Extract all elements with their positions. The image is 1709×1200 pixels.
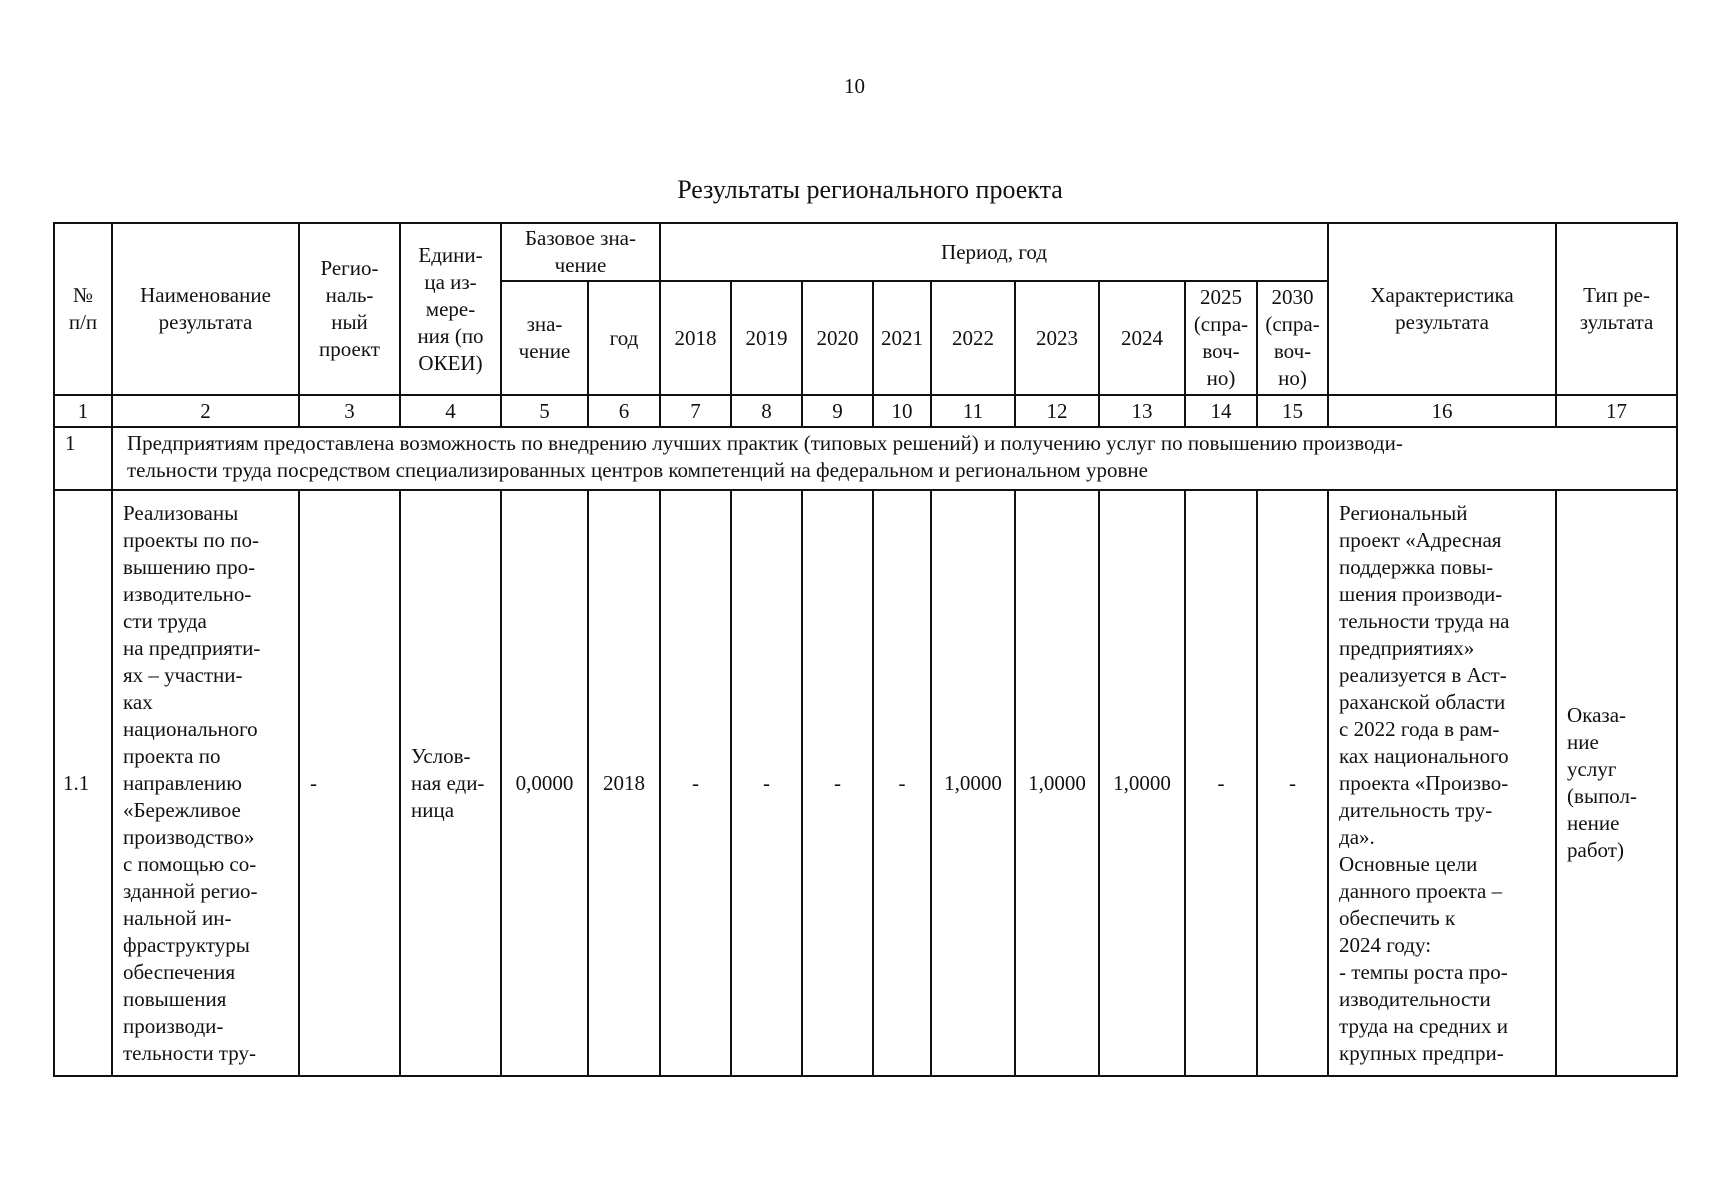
header-year-2024: 2024 [1099, 281, 1185, 395]
value-2019-cell: - [731, 490, 802, 1076]
value-2020-cell: - [802, 490, 873, 1076]
value-2025-cell: - [1185, 490, 1257, 1076]
column-number: 17 [1556, 395, 1677, 427]
column-number: 11 [931, 395, 1015, 427]
column-number: 12 [1015, 395, 1099, 427]
result-name: Реализованы проекты по по- вышению про- изводительно- сти труда на предприяти- ях – участни- ках национального проекта по направлению «Бережливое производство» с помощью со- зданной регио- нальной ин- фраструктуры обеспечения повышения производи- тельности тру- [112, 490, 299, 1076]
header-characteristic: Характеристика результата [1328, 223, 1556, 395]
result-type-cell: Оказа- ние услуг (выпол- нение работ) [1556, 490, 1677, 1076]
header-name: Наименование результата [112, 223, 299, 395]
column-number: 4 [400, 395, 501, 427]
group-row [54, 427, 1677, 490]
header-row-1 [54, 223, 1677, 281]
column-number: 5 [501, 395, 588, 427]
header-base-value: Базовое зна- чение [501, 223, 660, 281]
header-base-value-year: год [588, 281, 660, 395]
column-number: 8 [731, 395, 802, 427]
header-year-2021: 2021 [873, 281, 931, 395]
header-year-2019: 2019 [731, 281, 802, 395]
group-description: Предприятиям предоставлена возможность по внедрению лучших практик (типовых решений) и получению услуг по повышению производи- тельности труда посредством специализированных центров компетенций на федеральном и региональном уровне [112, 427, 1677, 490]
column-number: 13 [1099, 395, 1185, 427]
document-title: Результаты регионального проекта [677, 175, 1063, 204]
results-table [53, 222, 1678, 1077]
table-row [54, 490, 1677, 1076]
regional-project-cell: - [299, 490, 400, 1076]
value-2024-cell: 1,0000 [1099, 490, 1185, 1076]
page-number: 10 [844, 74, 865, 98]
column-number: 1 [54, 395, 112, 427]
header-year-2023: 2023 [1015, 281, 1099, 395]
base-year-cell: 2018 [588, 490, 660, 1076]
value-2022-cell: 1,0000 [931, 490, 1015, 1076]
row-number: 1.1 [54, 490, 112, 1076]
column-number: 10 [873, 395, 931, 427]
header-year-2022: 2022 [931, 281, 1015, 395]
header-year-2018: 2018 [660, 281, 731, 395]
value-2030-cell: - [1257, 490, 1328, 1076]
column-number: 6 [588, 395, 660, 427]
column-number: 16 [1328, 395, 1556, 427]
header-unit: Едини- ца из- мере- ния (по ОКЕИ) [400, 223, 501, 395]
column-number: 15 [1257, 395, 1328, 427]
header-num: № п/п [54, 223, 112, 395]
header-regional-project: Регио- наль- ный проект [299, 223, 400, 395]
value-2023-cell: 1,0000 [1015, 490, 1099, 1076]
header-period: Период, год [660, 223, 1328, 281]
column-number: 3 [299, 395, 400, 427]
header-year-2020: 2020 [802, 281, 873, 395]
column-number: 9 [802, 395, 873, 427]
unit-cell: Услов- ная еди- ница [400, 490, 501, 1076]
column-number: 2 [112, 395, 299, 427]
header-base-value-value: зна- чение [501, 281, 588, 395]
column-number: 14 [1185, 395, 1257, 427]
column-number-row [54, 395, 1677, 427]
value-2018-cell: - [660, 490, 731, 1076]
group-number: 1 [54, 427, 112, 490]
header-type: Тип ре- зультата [1556, 223, 1677, 395]
characteristic-cell: Региональный проект «Адресная поддержка повы- шения производи- тельности труда на предприятиях» реализуется в Аст- раханской области с 2022 года в рам- ках национального проекта «Произво- дительность тру- да». Основные цели данного проекта – обеспечить к 2024 году: - темпы роста про- изводительности труда на средних и крупных предпри- [1328, 490, 1556, 1076]
header-year-2030: 2030 (спра- воч- но) [1257, 281, 1328, 395]
value-2021-cell: - [873, 490, 931, 1076]
column-number: 7 [660, 395, 731, 427]
header-year-2025: 2025 (спра- воч- но) [1185, 281, 1257, 395]
base-value-cell: 0,0000 [501, 490, 588, 1076]
